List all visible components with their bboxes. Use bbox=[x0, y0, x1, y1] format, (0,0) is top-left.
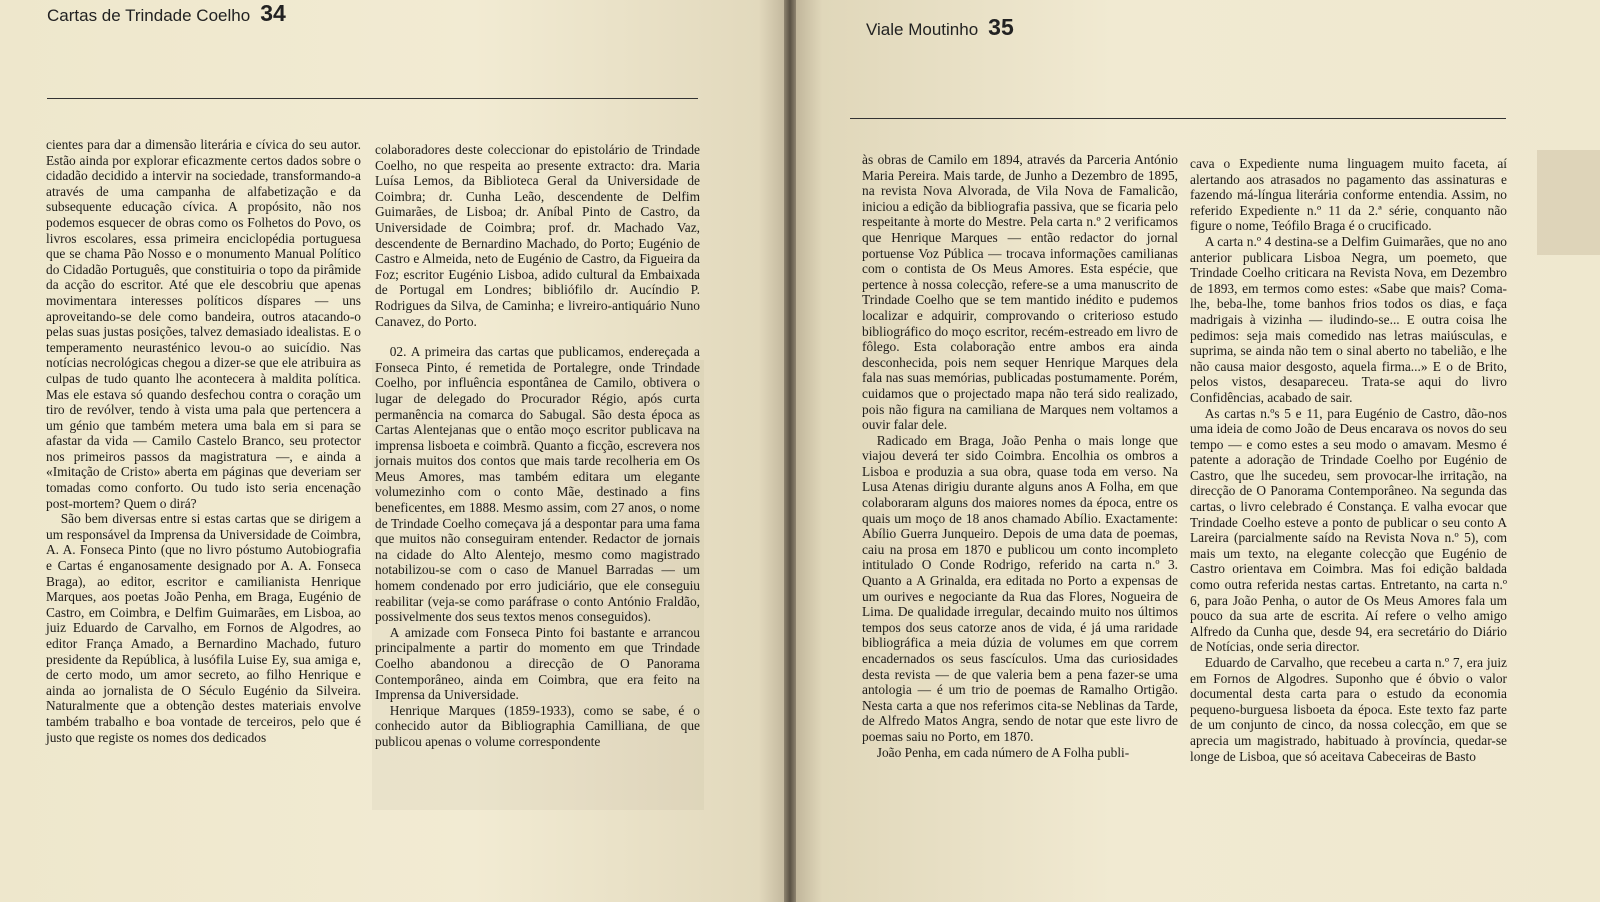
paragraph: A carta n.º 4 destina-se a Delfim Guimarães, que no ano anterior publicara Lisboa Negra, um poemeto, que Trindade Coelho criticara na Revista Nova, em Dezembro de 1893, em termos como estes: «Sabe que mais? Coma-lhe, beba-lhe, tome banhos frios todos os dias, e faça madrigais à vizinha — iludindo-se... E outra coisa lhe pedimos: seja mais comedido nas letras maiúsculas, e suprima, se ainda não tem o sinal aberto no tabelião, e lhe não causa maior desgosto, aquela firma...» E o de Brito, pelos vistos, desapareceu. Trata-se aqui do livro Confidências, acabado de sair. bbox=[1190, 233, 1507, 405]
paragraph: João Penha, em cada número de A Folha publi- bbox=[876, 744, 1130, 760]
paragraph: São bem diversas entre si estas cartas que se dirigem a um responsável da Imprensa da Universidade de Coimbra, A. A. Fonseca Pinto (que no livro póstumo Autobiografia e Cartas é enganosamente designado por A. A. Fonseca Braga), ao editor, escritor e camilianista Henrique Marques, aos poetas João Penha, em Braga, Eugénio de Castro, em Coimbra, e Delfim Guimarães, em Lisboa, ao juiz Eduardo de Carvalho, em Fornos de Algodres, ao editor França Amado, a Bernardino Machado, futuro presidente da República, à lusófila Luise Ey, sua amiga e, de certo modo, um amor secreto, ao filho Henrique e ainda ao jornalista de O Século Eugénio da Silveira. Naturalmente que a obtenção destes materiais envolve também trabalho e boa vontade de terceiros, pelo que é justo que registe os nomes dos dedicados bbox=[46, 511, 361, 745]
paragraph: Radicado em Braga, João Penha o mais longe que viajou deverá ter sido Coimbra. Encolhia os ombros a Lisboa e produzia a sua obra, quase toda em verso. Na Lusa Atenas dirigiu durante alguns anos A Folha, em que colaboraram alguns dos maiores nomes da época, entre os quais um moço de 18 anos chamado Abílio. Exactamente: Abílio Guerra Junqueiro. Depois de uma data de poemas, caiu na prosa em 1870 e publicou um conto incompleto intitulado O Conde Rodrigo, referido na carta n.º 3. Quanto a A Grinalda, era editada no Porto a expensas de um ourives e negociante da Rua das Flores, Nogueira de Lima. De qualidade irregular, decaindo muito nos últimos tempos dos seus catorze anos de vida, é já uma raridade bibliográfica a meia dúzia de volumes em que correm encadernados os seus fascículos. Uma das curiosidades desta revista — de que valeria bem a pena fazer-se uma antologia — é um trio de poemas de Ramalho Ortigão. Nesta carta a que nos referimos cita-se Neblinas da Tarde, de Alfredo Matos Angra, sendo de notar que este livro de poemas saiu no Porto, em 1870. bbox=[862, 432, 1178, 744]
paragraph: cava o Expediente numa linguagem muito faceta, aí alertando aos atrasados no pagamento das assinaturas e fazendo má-língua literária conforme entendia. Assim, no referido Expediente n.º 11 da 2.ª série, conquanto não figure o nome, Teófilo Braga é o crucificado. bbox=[1190, 156, 1507, 234]
paragraph: Eduardo de Carvalho, que recebeu a carta n.º 7, era juiz em Fornos de Algodres. Suponho que é óbvio o valor documental desta carta para o estudo da economia pequeno-burguesa lisboeta da época. Este texto faz parte de um conjunto de cinco, da nossa colecção, em que se aprecia um magistrado, habituado à província, quedar-se longe de Lisboa, que só aceitava Cabeceiras de Basto bbox=[1190, 655, 1507, 764]
right-page bbox=[790, 0, 1600, 902]
left-running-head bbox=[47, 0, 286, 27]
left-header-rule bbox=[47, 98, 698, 99]
page-edge-shadow bbox=[1537, 150, 1600, 255]
left-page bbox=[0, 0, 790, 902]
paragraph: 02. A primeira das cartas que publicamos, endereçada a Fonseca Pinto, é remetida de Portalegre, onde Trindade Coelho, por influência espontânea de Camilo, obtivera o lugar de delegado do Procurador Régio, após curta permanência na comarca do Sabugal. São desta época as Cartas Alentejanas que o então moço escritor publicava na imprensa lisboeta e coimbrã. Quanto a ficção, escrevera nos jornais muitos dos contos que mais tarde recolheria em Os Meus Amores, mas também editara um elegante volumezinho com o conto Mãe, destinado a fins beneficentes, em 1888. Mesmo assim, com 27 anos, o nome de Trindade Coelho começava já a despontar para uma fama que muitos não conseguiram entender. Redactor de jornais na cidade do Alto Alentejo, mesmo como magistrado notabilizou-se com o caso de Manuel Barradas — um homem condenado por erro judiciário, que ele conseguiu reabilitar (veja-se como paráfrase o conto António Fraldão, possivelmente dos seus textos menos conseguidos). bbox=[375, 344, 700, 625]
paragraph: A amizade com Fonseca Pinto foi bastante e arrancou principalmente a partir do momento em que Trindade Coelho abandonou a direcção de O Panorama Contemporâneo, ainda em Coimbra, que era feito na Imprensa da Universidade. bbox=[375, 624, 700, 703]
paragraph: às obras de Camilo em 1894, através da Parceria António Maria Pereira. Mais tarde, de Junho a Dezembro de 1895, na revista Nova Alvorada, de Vila Nova de Famalicão, iniciou a edição da bibliografia passiva, que se ficaria pelo respeitante à morte do Mestre. Pela carta n.º 2 verificamos que Henrique Marques — então redactor do jornal portuense Voz Pública — trocava informações camilianas com o contista de Os Meus Amores. Esta espécie, que pertence à nossa colecção, refere-se a uma manuscrito de Trindade Coelho que se tem mantido inédito e pudemos localizar e adquirir, comprovando o criterioso estudo bibliográfico do moço escritor, recém-estreado em livro de fôlego. Esta colaboração entre ambos era ainda desconhecida, pois nem sequer Henrique Marques dela fala nas suas memórias, publicadas postumamente. Porém, cuidamos que o projectado mapa não terá sido realizado, pois não figura na camiliana de Marques nem voltamos a ouvir falar dele. bbox=[862, 152, 1178, 433]
right-running-title: Viale Moutinho bbox=[866, 20, 979, 39]
left-column-1 bbox=[46, 137, 361, 745]
paragraph: As cartas n.ºs 5 e 11, para Eugénio de Castro, dão-nos uma ideia de como João de Deus encarava os novos do seu tempo — e como estes a seu modo o amavam. Mesmo é patente a adoração de Trindade Coelho por Eugénio de Castro, que lhe sucedeu, sem provocar-lhe irritação, na direcção de O Panorama Contemporâneo. Na segunda das cartas, o livro celebrado é Constança. E valha evocar que Trindade Coelho esteve a ponto de publicar o seu conto A Lareira (parcialmente saído na Revista Nova n.º 5), com mais um texto, na elegante colecção que Eugénio de Castro orientava em Coimbra. Mas foi edição baldada como outra referida nestas cartas. Entretanto, na carta n.º 6, para João Penha, o autor de Os Meus Amores fala um pouco da sua arte de escrita. Aí refere o velho amigo Alfredo da Cunha que, desde 94, era secretário do Diário de Notícias, onde seria director. bbox=[1190, 405, 1507, 655]
right-running-head bbox=[866, 14, 1014, 41]
right-page-number: 35 bbox=[988, 14, 1014, 40]
left-page-number: 34 bbox=[260, 0, 286, 26]
right-header-rule bbox=[850, 118, 1506, 119]
book-gutter bbox=[784, 0, 796, 902]
left-column-2 bbox=[375, 142, 700, 750]
paragraph: Henrique Marques (1859-1933), como se sabe, é o conhecido autor da Bibliographia Camilliana, de que publicou apenas o volume correspondente bbox=[375, 702, 700, 749]
paragraph: cientes para dar a dimensão literária e cívica do seu autor. Estão ainda por explorar eficazmente certos dados sobre o cidadão decidido a intervir na sociedade, transformando-a através de uma campanha de alfabetização e da subsequente educação cívica. A propósito, não nos podemos esquecer de obras como os Folhetos do Povo, os livros escolares, essa primeira enciclopédia portuguesa que se chama Pão Nosso e o monumento Manual Político do Cidadão Português, que constituiria o topo da pirâmide da acção do escritor. Até que ele descobriu que apenas movimentara interesses políticos díspares — uns aproveitando-se dele como bandeira, outros atacando-o pelas suas justas posições, talvez demasiado idealistas. E o temperamento neurasténico levou-o ao suicídio. Nas notícias necrológicas chegou a dizer-se que ele atribuira as culpas de tudo quanto lhe acontecera à maldita política. Mas ele estava só quando desfechou contra o coração um tiro de revólver, tendo à vista uma pala que pertencera a um génio que também metera uma bala em si para se afastar da vida — Camilo Castelo Branco, seu protector nos primeiros passos da magistratura —, e ainda a «Imitação de Cristo» aberta em páginas que deveriam ser tomadas como conforto. Ou tudo isto seria encenação post-mortem? Quem o dirá? bbox=[46, 137, 361, 511]
right-column-2 bbox=[1190, 156, 1507, 764]
paragraph: colaboradores deste coleccionar do epistolário de Trindade Coelho, no que respeita ao presente extracto: dra. Maria Luísa Lemos, da Biblioteca Geral da Universidade de Coimbra; dr. Cunha Leão, descendente de Delfim Guimarães, de Lisboa; dr. Aníbal Pinto de Castro, da Universidade de Coimbra; prof. dr. Machado Vaz, descendente de Bernardino Machado, do Porto; Eugénio de Castro e Almeida, neto de Eugénio de Castro, da Figueira da Foz; escritor Eugénio Lisboa, adido cultural da Embaixada de Portugal em Londres; bibliófilo dr. Aucíndio P. Rodrigues da Silva, de Caminha; e livreiro-antiquário Nuno Canavez, do Porto. bbox=[375, 142, 700, 329]
left-running-title: Cartas de Trindade Coelho bbox=[47, 6, 251, 25]
right-column-1 bbox=[862, 152, 1178, 760]
